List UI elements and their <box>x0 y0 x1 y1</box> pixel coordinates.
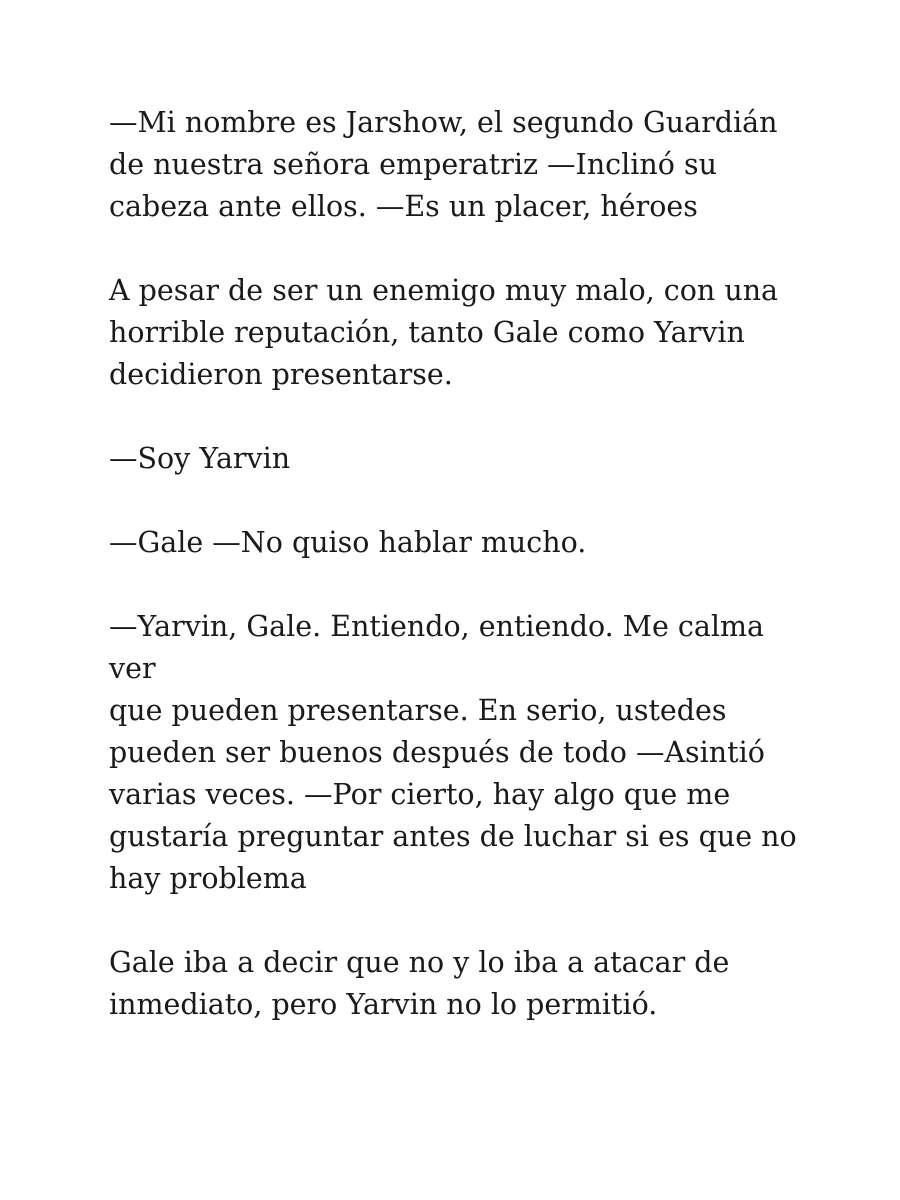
paragraph-narration-presentation: A pesar de ser un enemigo muy malo, con una horrible reputación, tanto Gale como Yarvin decidieron presentarse. <box>109 274 779 391</box>
paragraph-yarvin-reply: —Soy Yarvin <box>109 442 291 475</box>
paragraph-closing-narration: Gale iba a decir que no y lo iba a atacar de inmediato, pero Yarvin no lo permitió. <box>109 946 730 1021</box>
paragraph-gale-reply: —Gale —No quiso hablar mucho. <box>109 526 587 559</box>
paragraph-jarshow-question: —Yarvin, Gale. Entiendo, entiendo. Me calma ver que pueden presentarse. En serio, ustedes pueden ser buenos después de todo —Asintió varias veces. —Por cierto, hay algo que me gustaría preguntar antes de luchar si es que no hay problema <box>109 610 797 895</box>
story-text <box>109 102 799 1026</box>
paragraph-jarshow-introduction: —Mi nombre es Jarshow, el segundo Guardián de nuestra señora emperatriz —Inclinó su cabeza ante ellos. —Es un placer, héroes <box>109 106 778 223</box>
